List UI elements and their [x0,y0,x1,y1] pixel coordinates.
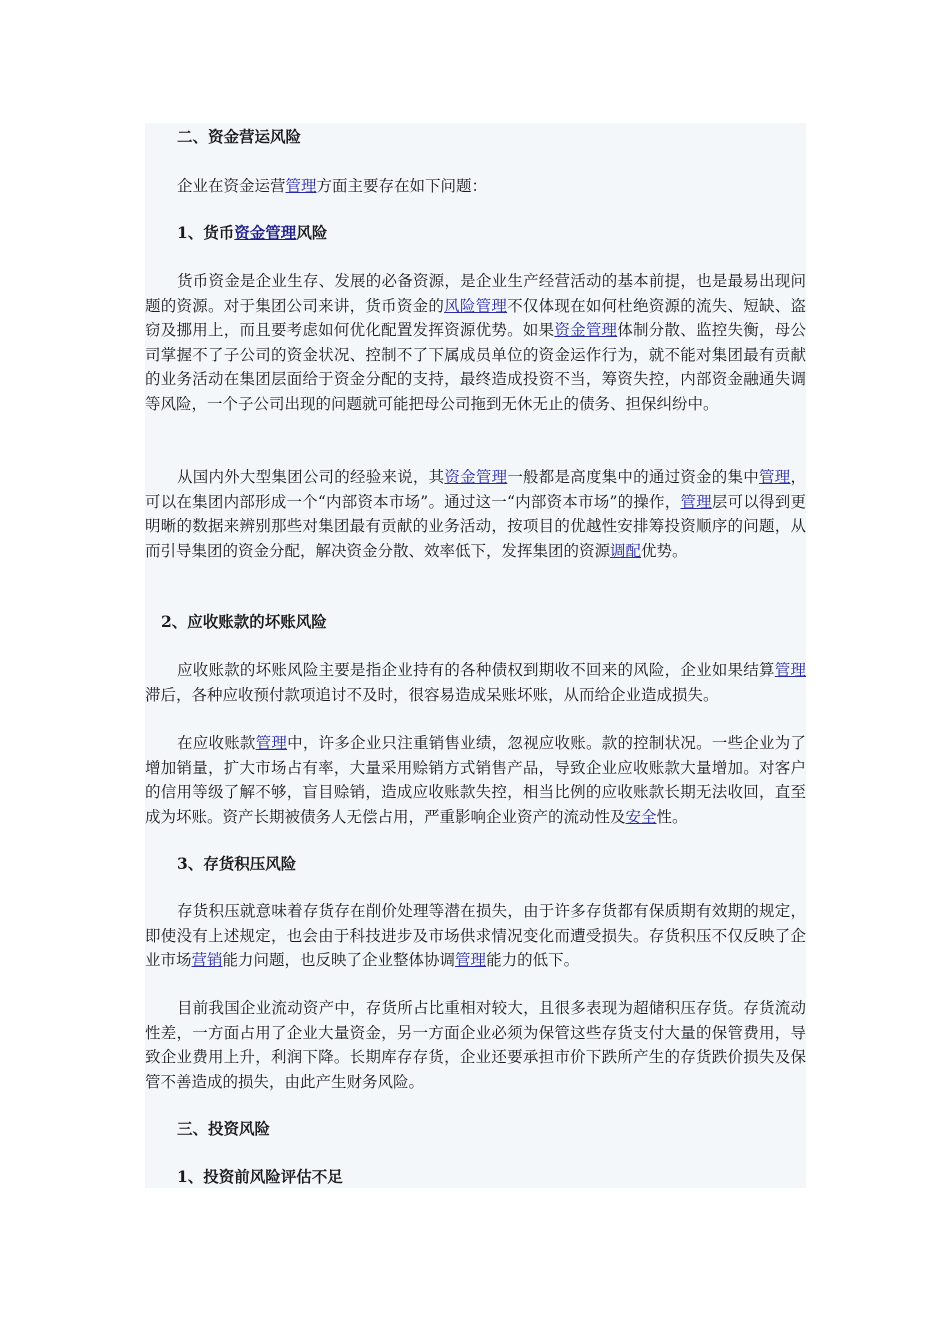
intro-paragraph [145,174,806,199]
paragraph-receivables-risk [145,658,806,707]
text-run: 体制分散、监控失衡，母公司掌握不了子公司的资金状况、控制不了下属成员单位的资金运作行为，就不能对集团最有贡献的业务活动在集团层面给于资金分配的支持，最终造成投资不当，筹资失控，内部资金融通失调等风险，一个子公司出现的问题就可能把母公司拖到无休无止的债务、担保纠纷中。 [145,321,806,413]
link-fund-management[interactable]: 资金管理 [554,321,618,339]
link-management[interactable]: 管理 [455,951,487,969]
text-run: 能力问题，也反映了企业整体协调 [222,951,456,969]
subheading-pre-investment-assessment [145,1165,806,1188]
text-run: 应收账款的坏账风险主要是指企业持有的各种债权到期收不回来的风险，企业如果结算 [177,661,775,679]
text-run: 目前我国企业流动资产中，存货所占比重相对较大，且很多表现为超储积压存货。存货流动性差，一方面占用了企业大量资金，另一方面企业必须为保管这些存货支付大量的保管费用，导致企业费用上升，利润下降。长期库存存货，企业还要承担市价下跌所产生的存货跌价损失及保管不善造成的损失，由此产生财务风险。 [145,999,806,1091]
link-allocation[interactable]: 调配 [610,541,642,560]
section-heading-capital-operation-risk [145,125,806,150]
heading-text: 3、存货积压风险 [177,854,297,873]
text-run: ，可以在集团内部形成一个“内部资本市场”。通过这一“内部资本市场”的操作， [145,468,806,511]
heading-text: 1、投资前风险评估不足 [177,1167,343,1186]
link-management[interactable]: 管理 [680,492,712,511]
text-run: 中，许多企业只注重销售业绩，忽视应收账。款的控制状况。一些企业为了增加销量，扩大市场占有率，大量采用赊销方式销售产品，导致企业应收账款大量增加。对客户的信用等级了解不够，盲目赊销，造成应收账款失控，相当比例的应收账款长期无法收回，直至成为坏账。资产长期被债务人无偿占用，严重影响企业资产的流动性及 [145,734,806,826]
subheading-inventory-risk [145,852,806,877]
link-management[interactable]: 管理 [758,468,791,486]
link-marketing[interactable]: 营销 [191,951,223,969]
document-panel [145,123,806,1188]
paragraph-inventory-backlog [145,899,806,973]
paragraph-monetary-funds [145,269,806,416]
text-run: 1、货币 [177,223,235,242]
link-management[interactable]: 管理 [285,177,317,195]
heading-text: 2、应收账款的坏账风险 [161,612,327,631]
link-risk-management[interactable]: 风险管理 [444,296,508,315]
paragraph-group-experience [145,465,806,563]
link-fund-management[interactable]: 资金管理 [444,468,508,486]
text-run: 风险 [296,223,328,242]
subheading-bad-debt-risk [145,610,806,635]
paragraph-receivables-management [145,731,806,829]
text-run: 从国内外大型集团公司的经验来说，其 [177,468,445,486]
link-fund-management[interactable]: 资金管理 [234,223,297,242]
text-run: 货币资金是企业生存、发展的必备资源，是企业生产经营活动的基本前提，也是最易出现问题的资源。对于集团公司来讲，货币资金的 [145,272,806,315]
text-run: 层可以得到更明晰的数据来辨别那些对集团最有贡献的业务活动，按项目的优越性安排筹投资顺序的问题，从而引导集团的资金分配，解决资金分散、效率低下，发挥集团的资源 [145,492,806,560]
section-heading-investment-risk [145,1117,806,1142]
heading-text: 二、资金营运风险 [177,127,302,146]
paragraph-current-assets [145,996,806,1094]
text-run: 性。 [656,807,688,826]
link-security[interactable]: 安全 [625,807,657,826]
text-run: 滞后，各种应收预付款项追讨不及时，很容易造成呆账坏账，从而给企业造成损失。 [145,685,719,704]
text-run: 企业在资金运营 [177,177,286,195]
text-run: 在应收账款 [177,734,256,752]
link-management[interactable]: 管理 [774,661,806,679]
text-run: 能力的低下。 [486,951,580,969]
subheading-monetary-fund-risk [145,221,806,246]
link-management[interactable]: 管理 [255,734,288,752]
text-run: 一般都是高度集中的通过资金的集中 [507,468,759,486]
text-run: 不仅体现在如何杜绝资源的流失、短缺、盗窃及挪用上，而且要考虑如何优化配置发挥资源优势。如果 [145,296,806,339]
text-run: 存货积压就意味着存货存在削价处理等潜在损失，由于许多存货都有保质期有效期的规定，即使没有上述规定，也会由于科技进步及市场供求情况变化而遭受损失。存货积压不仅反映了企业市场 [145,902,806,969]
text-run: 方面主要存在如下问题： [316,177,488,195]
heading-text: 三、投资风险 [177,1119,271,1138]
text-run: 优势。 [641,541,688,560]
